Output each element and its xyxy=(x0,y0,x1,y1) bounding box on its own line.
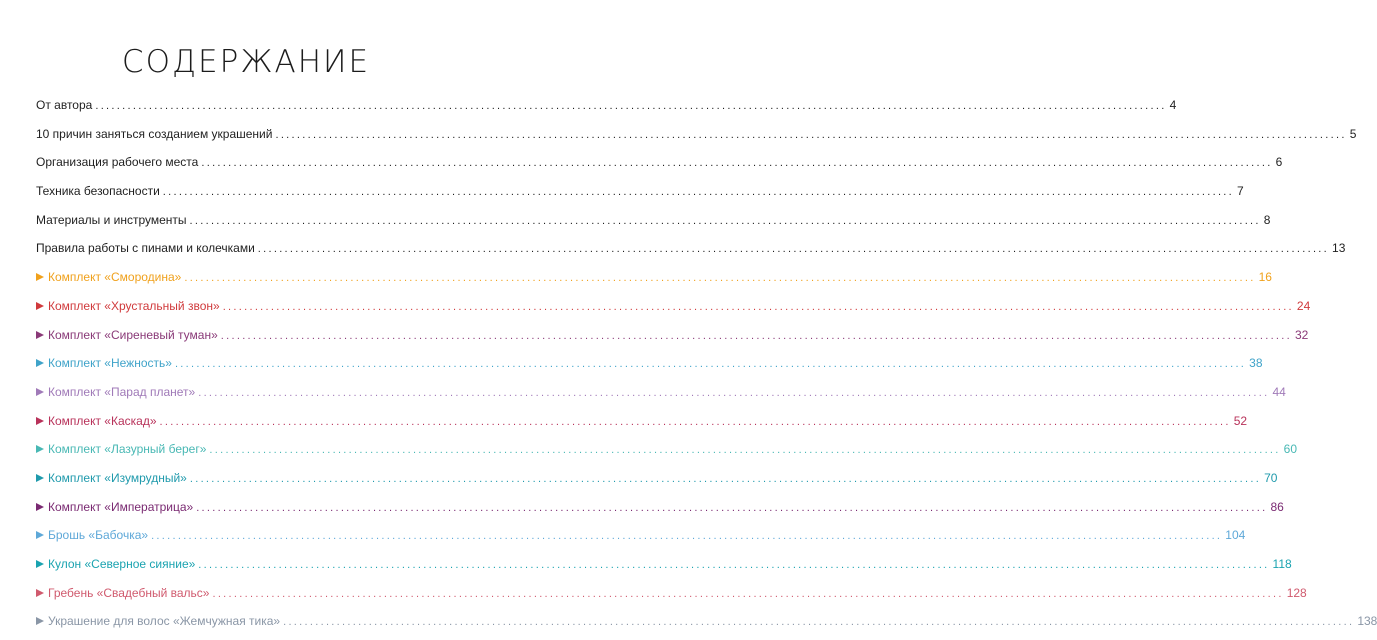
triangle-bullet-icon xyxy=(36,359,44,367)
dot-leader: ........................................................................................................................................................................................................ xyxy=(222,300,1294,313)
toc-entry[interactable] xyxy=(36,296,1311,325)
toc-entry[interactable] xyxy=(36,411,1248,440)
toc-entry[interactable] xyxy=(36,554,1292,583)
triangle-bullet-icon xyxy=(36,388,44,396)
toc-entry-page-number: 7 xyxy=(1237,184,1244,199)
dot-leader: ........................................................................................................................................................................................................ xyxy=(189,472,1262,485)
toc-entry-title: Правила работы с пинами и колечками xyxy=(36,241,255,256)
toc-entry-page-number: 128 xyxy=(1286,585,1307,600)
toc-entry[interactable] xyxy=(36,181,1244,210)
toc-entry-title: От автора xyxy=(36,98,93,112)
toc-entry-title: Комплект «Смородина» xyxy=(48,270,182,285)
toc-entry-page-number: 6 xyxy=(1275,155,1283,170)
toc-entry-title: Украшение для волос «Жемчужная тика» xyxy=(48,614,281,629)
dot-leader: ........................................................................................................................................................................................................ xyxy=(189,214,1261,227)
toc-entry[interactable] xyxy=(36,325,1309,354)
dot-leader: ........................................................................................................................................................................................................ xyxy=(198,559,1270,571)
toc-entry[interactable] xyxy=(36,238,1346,267)
triangle-bullet-icon xyxy=(36,531,44,539)
toc-entry-page-number: 24 xyxy=(1296,298,1311,313)
triangle-bullet-icon xyxy=(36,417,44,425)
toc-entry[interactable] xyxy=(36,95,1177,124)
toc-entry-title: Комплект «Изумрудный» xyxy=(48,470,187,485)
triangle-bullet-icon xyxy=(36,445,44,453)
toc-entry[interactable] xyxy=(36,353,1263,382)
dot-leader: ........................................................................................................................................................................................................ xyxy=(212,587,1284,600)
dot-leader: ........................................................................................................................................................................................................ xyxy=(174,358,1247,371)
triangle-bullet-icon xyxy=(36,273,44,281)
toc-entry[interactable] xyxy=(36,583,1307,612)
toc-entry-page-number: 13 xyxy=(1332,241,1346,256)
toc-entry-page-number: 86 xyxy=(1270,499,1284,514)
dot-leader: ........................................................................................................................................................................................................ xyxy=(151,530,1223,543)
toc-entry[interactable] xyxy=(36,439,1297,468)
toc-entry[interactable] xyxy=(36,468,1278,497)
toc-entry-page-number: 104 xyxy=(1225,528,1246,543)
toc-entry-title: Брошь «Бабочка» xyxy=(48,528,149,543)
dot-leader: ........................................................................................................................................................................................................ xyxy=(198,386,1270,399)
toc-entry-page-number: 44 xyxy=(1272,384,1286,399)
toc-entry-title: Техника безопасности xyxy=(36,184,160,199)
toc-entry[interactable] xyxy=(36,525,1246,554)
toc-entry[interactable] xyxy=(36,497,1284,526)
triangle-bullet-icon xyxy=(36,560,44,568)
toc-entry-page-number: 16 xyxy=(1258,270,1272,285)
triangle-bullet-icon xyxy=(36,302,44,310)
toc-entry-page-number: 70 xyxy=(1264,470,1278,485)
dot-leader: ........................................................................................................................................................................................................ xyxy=(201,157,1273,170)
toc-entry[interactable] xyxy=(36,210,1271,239)
toc-entry-page-number: 5 xyxy=(1349,126,1357,141)
dot-leader: ........................................................................................................................................................................................................ xyxy=(283,616,1355,629)
toc-entry-title: Материалы и инструменты xyxy=(36,212,187,227)
toc-entry[interactable] xyxy=(36,611,1377,640)
toc-entry-title: Комплект «Парад планет» xyxy=(48,384,196,399)
toc-entry[interactable] xyxy=(36,267,1272,296)
toc-entry-page-number: 118 xyxy=(1272,557,1292,571)
page-title: СОДЕРЖАНИЕ xyxy=(121,44,371,80)
dot-leader: ........................................................................................................................................................................................................ xyxy=(220,329,1292,342)
dot-leader: ........................................................................................................................................................................................................ xyxy=(196,501,1268,514)
toc-entry-title: 10 причин заняться созданием украшений xyxy=(36,126,273,141)
toc-entry-title: Комплект «Сиреневый туман» xyxy=(48,327,218,342)
dot-leader: ........................................................................................................................................................................................................ xyxy=(257,243,1330,256)
dot-leader: ........................................................................................................................................................................................................ xyxy=(162,186,1235,199)
toc-entry-title: Организация рабочего места xyxy=(36,155,199,170)
triangle-bullet-icon xyxy=(36,331,44,339)
table-of-contents xyxy=(36,95,1377,640)
triangle-bullet-icon xyxy=(36,474,44,482)
triangle-bullet-icon xyxy=(36,617,44,625)
toc-entry-title: Гребень «Свадебный вальс» xyxy=(48,585,210,600)
toc-entry-title: Комплект «Лазурный берег» xyxy=(48,442,207,457)
dot-leader: ........................................................................................................................................................................................................ xyxy=(275,128,1347,141)
toc-entry[interactable] xyxy=(36,152,1283,181)
toc-entry-page-number: 8 xyxy=(1263,212,1271,227)
toc-entry[interactable] xyxy=(36,124,1357,153)
toc-entry[interactable] xyxy=(36,382,1286,411)
toc-entry-page-number: 32 xyxy=(1295,327,1309,342)
toc-entry-title: Комплект «Императрица» xyxy=(48,499,194,514)
toc-entry-page-number: 4 xyxy=(1169,98,1177,112)
triangle-bullet-icon xyxy=(36,503,44,511)
dot-leader: ........................................................................................................................................................................................................ xyxy=(209,444,1281,457)
toc-entry-page-number: 138 xyxy=(1357,614,1377,629)
toc-entry-title: Кулон «Северное сияние» xyxy=(48,557,196,571)
toc-entry-title: Комплект «Хрустальный звон» xyxy=(48,298,220,313)
toc-entry-title: Комплект «Нежность» xyxy=(48,356,172,371)
dot-leader: ........................................................................................................................................................................................................ xyxy=(184,272,1256,285)
toc-entry-title: Комплект «Каскад» xyxy=(48,413,157,428)
toc-entry-page-number: 38 xyxy=(1249,356,1263,371)
triangle-bullet-icon xyxy=(36,589,44,597)
toc-entry-page-number: 52 xyxy=(1233,413,1248,428)
dot-leader: ........................................................................................................................................................................................................ xyxy=(95,100,1167,112)
dot-leader: ........................................................................................................................................................................................................ xyxy=(159,415,1231,428)
toc-entry-page-number: 60 xyxy=(1283,442,1297,457)
